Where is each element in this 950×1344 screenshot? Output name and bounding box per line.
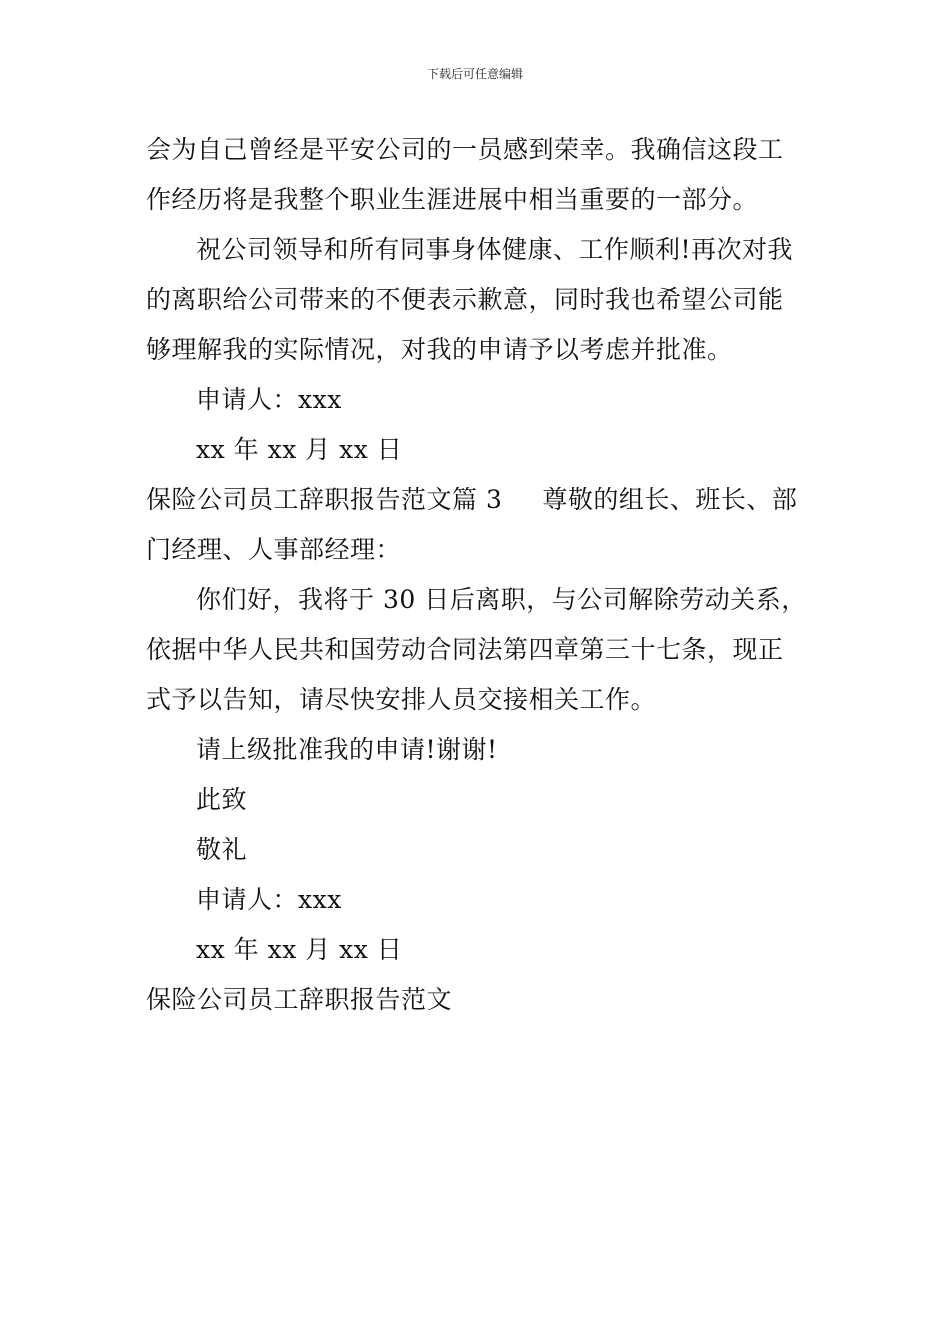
footer-title: 保险公司员工辞职报告范文	[146, 985, 453, 1014]
header-note: 下载后可任意编辑	[426, 67, 523, 81]
closing-line: 敬礼	[196, 835, 248, 864]
applicant-line: 申请人：xxx	[196, 385, 342, 414]
date-line: xx 年 xx 月 xx 日	[196, 435, 403, 464]
paragraph-line: 依据中华人民共和国劳动合同法第四章第三十七条，现正	[146, 635, 784, 664]
salutation-line: 门经理、人事部经理：	[146, 535, 402, 564]
applicant-line: 申请人：xxx	[196, 885, 342, 914]
paragraph-line: 作经历将是我整个职业生涯进展中相当重要的一部分。	[146, 185, 759, 214]
section-title-line	[146, 483, 806, 517]
paragraph-line: 祝公司领导和所有同事身体健康、工作顺利!再次对我	[196, 235, 794, 264]
paragraph-line: 会为自己曾经是平安公司的一员感到荣幸。我确信这段工	[146, 135, 784, 164]
section-title: 保险公司员工辞职报告范文篇 3	[146, 485, 503, 514]
closing-line: 此致	[196, 785, 248, 814]
paragraph-line: 的离职给公司带来的不便表示歉意，同时我也希望公司能	[146, 285, 784, 314]
paragraph-line: 式予以告知，请尽快安排人员交接相关工作。	[146, 685, 657, 714]
salutation: 尊敬的组长、班长、部	[542, 485, 798, 514]
date-line: xx 年 xx 月 xx 日	[196, 935, 403, 964]
paragraph-line: 够理解我的实际情况，对我的申请予以考虑并批准。	[146, 335, 733, 364]
request-line: 请上级批准我的申请!谢谢!	[196, 735, 498, 764]
paragraph-line: 你们好，我将于 30 日后离职，与公司解除劳动关系，	[196, 585, 807, 614]
